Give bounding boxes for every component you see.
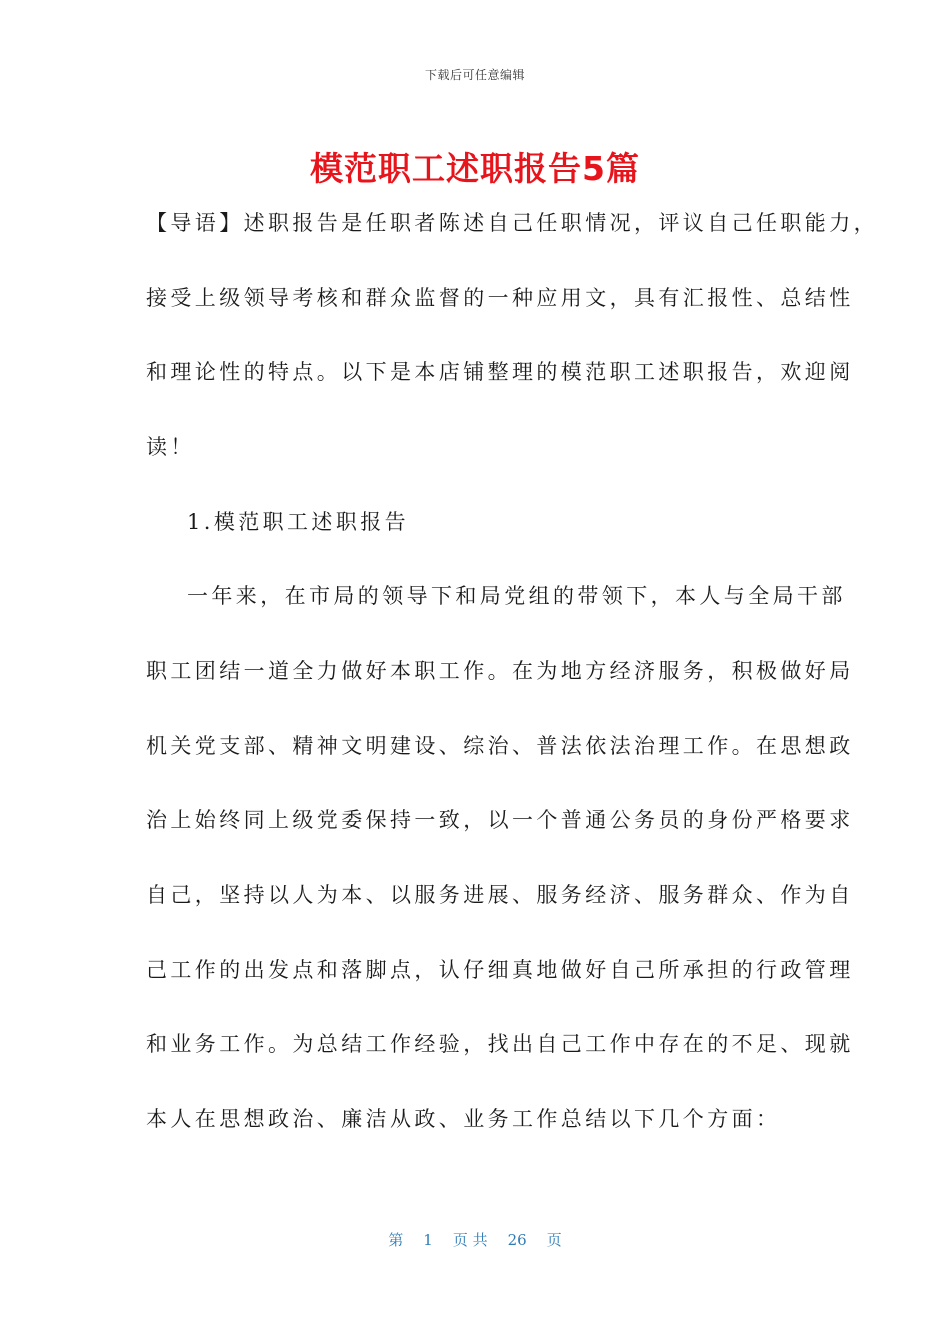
body-line: 机关党支部、精神文明建设、综治、普法依法治理工作。在思想政 xyxy=(146,734,854,758)
section-heading: 1.模范职工述职报告 xyxy=(187,510,410,534)
body-line: 读！ xyxy=(146,435,195,459)
footer-middle: 页 共 xyxy=(452,1231,488,1249)
footer-page-number: 1 xyxy=(423,1231,433,1249)
body-line: 职工团结一道全力做好本职工作。在为地方经济服务，积极做好局 xyxy=(146,659,854,683)
header-note: 下载后可任意编辑 xyxy=(424,68,525,82)
body-line: 本人在思想政治、廉洁从政、业务工作总结以下几个方面： xyxy=(146,1107,781,1131)
footer-prefix: 第 xyxy=(388,1231,404,1249)
footer-suffix: 页 xyxy=(546,1231,562,1249)
body-line: 自己，坚持以人为本、以服务进展、服务经济、服务群众、作为自 xyxy=(146,883,854,907)
body-line: 和业务工作。为总结工作经验，找出自己工作中存在的不足、现就 xyxy=(146,1032,854,1056)
body-line: 【导语】述职报告是任职者陈述自己任职情况，评议自己任职能力， xyxy=(146,211,878,235)
body-line: 一年来，在市局的领导下和局党组的带领下，本人与全局干部 xyxy=(187,584,846,608)
document-title: 模范职工述职报告5篇 xyxy=(310,149,640,188)
body-line: 己工作的出发点和落脚点，认仔细真地做好自己所承担的行政管理 xyxy=(146,958,854,982)
page-footer xyxy=(0,1229,950,1250)
body-line: 和理论性的特点。以下是本店铺整理的模范职工述职报告，欢迎阅 xyxy=(146,360,854,384)
body-line: 接受上级领导考核和群众监督的一种应用文，具有汇报性、总结性 xyxy=(146,286,854,310)
footer-total-pages: 26 xyxy=(507,1231,527,1249)
body-line: 治上始终同上级党委保持一致，以一个普通公务员的身份严格要求 xyxy=(146,808,854,832)
